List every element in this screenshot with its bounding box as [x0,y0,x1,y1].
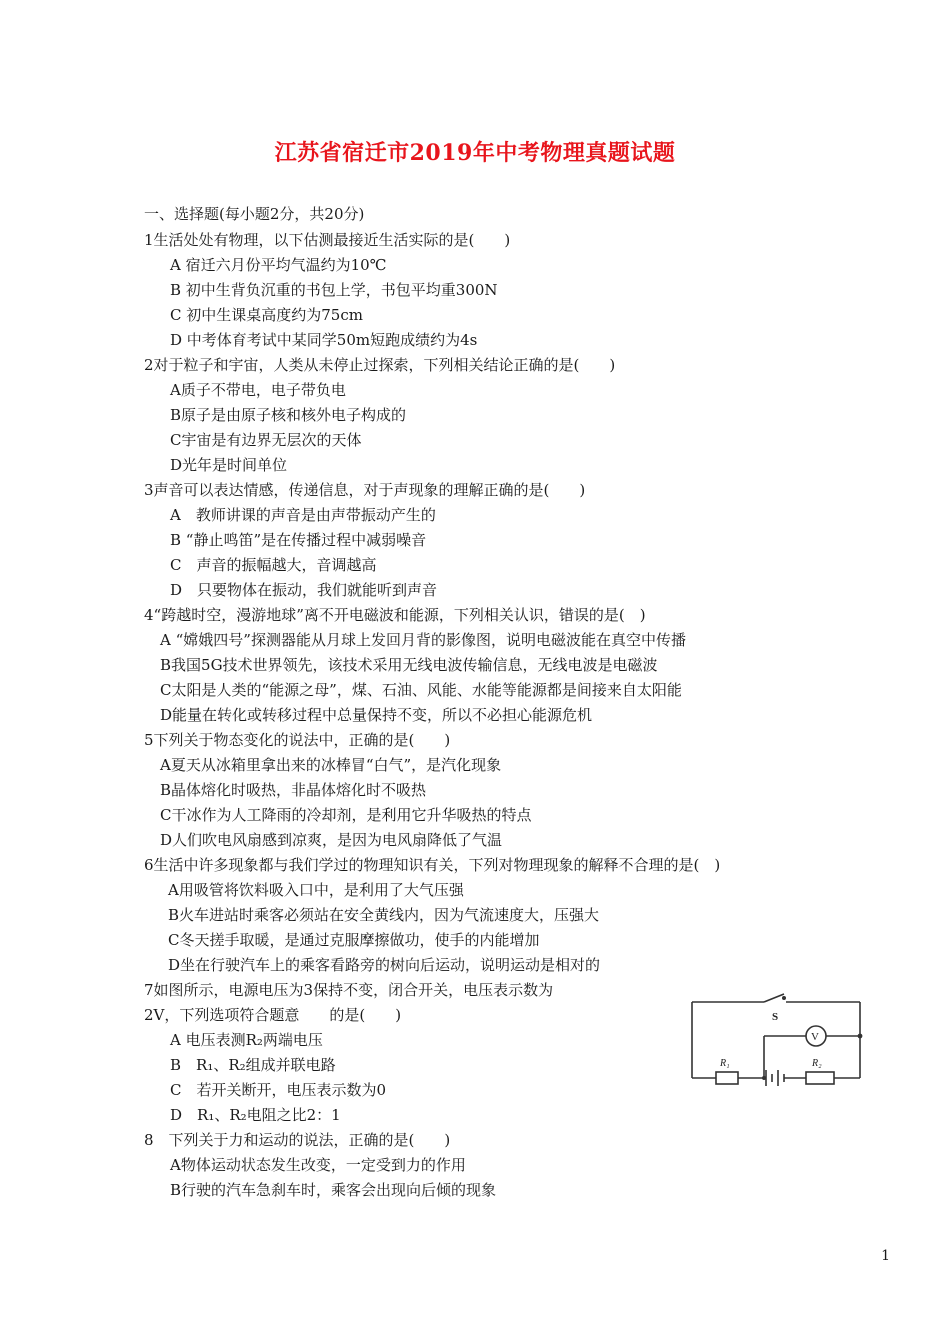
question-5 [144,728,824,853]
answer-option: D人们吹电风扇感到凉爽，是因为电风扇降低了气温 [160,831,503,849]
voltmeter-label: V [811,1031,819,1043]
question-stem: 5下列关于物态变化的说法中，正确的是( ) [144,731,451,749]
answer-option: C干冰作为人工降雨的冷却剂，是利用它升华吸热的特点 [160,806,532,824]
question-stem: 1生活处处有物理，以下估测最接近生活实际的是( ) [144,231,511,249]
answer-option: D光年是时间单位 [170,456,288,474]
question-stem: 7如图所示，电源电压为3保持不变，闭合开关，电压表示数为 [144,981,554,999]
answer-option: D 中考体育考试中某同学50m短跑成绩约为4s [170,331,478,349]
answer-option: A物体运动状态发生改变，一定受到力的作用 [170,1156,466,1174]
question-6 [144,853,824,978]
answer-option: C 若开关断开，电压表示数为0 [170,1081,387,1099]
answer-option: B行驶的汽车急刹车时，乘客会出现向后倾的现象 [170,1181,497,1199]
question-1 [144,228,824,353]
answer-option: A夏天从冰箱里拿出来的冰棒冒“白气”，是汽化现象 [160,756,502,774]
answer-option: C宇宙是有边界无层次的天体 [170,431,362,449]
answer-option: A 宿迁六月份平均气温约为10℃ [170,256,387,274]
circuit-diagram [688,986,884,1096]
answer-option: C 声音的振幅越大，音调越高 [170,556,377,574]
answer-option: B原子是由原子核和核外电子构成的 [170,406,407,424]
answer-option: B 初中生背负沉重的书包上学，书包平均重300N [170,281,498,299]
answer-option: B “静止鸣笛”是在传播过程中减弱噪音 [170,531,427,549]
question-stem: 3声音可以表达情感，传递信息，对于声现象的理解正确的是( ) [144,481,586,499]
answer-option: A 电压表测R₂两端电压 [170,1031,323,1049]
page-title: 江苏省宿迁市2019年中考物理真题试题 [274,140,676,166]
answer-option: C 初中生课桌高度约为75cm [170,306,363,324]
page-number: 1 [881,1248,890,1264]
question-stem: 4“跨越时空，漫游地球”离不开电磁波和能源，下列相关认识，错误的是( ) [144,606,646,624]
answer-option: D能量在转化或转移过程中总量保持不变，所以不必担心能源危机 [160,706,593,724]
question-8 [144,1128,824,1203]
answer-option: C冬天搓手取暖，是通过克服摩擦做功，使手的内能增加 [168,931,540,949]
question-2 [144,353,824,478]
answer-option: D 只要物体在振动，我们就能听到声音 [170,581,438,599]
question-stem: 6生活中许多现象都与我们学过的物理知识有关，下列对物理现象的解释不合理的是( ) [144,856,721,874]
answer-option: B火车进站时乘客必须站在安全黄线内，因为气流速度大，压强大 [168,906,600,924]
answer-option: B我国5G技术世界领先，该技术采用无线电波传输信息，无线电波是电磁波 [160,656,658,674]
answer-option: D R₁、R₂电阻之比2：1 [170,1106,341,1124]
r2-label: R₂ [812,1058,822,1069]
answer-option: D坐在行驶汽车上的乘客看路旁的树向后运动，说明运动是相对的 [168,956,601,974]
question-stem-continued: 2V，下列选项符合题意 的是( ) [144,1006,402,1024]
question-4 [144,603,824,728]
answer-option: A质子不带电，电子带负电 [170,381,346,399]
answer-option: C太阳是人类的“能源之母”，煤、石油、风能、水能等能源都是间接来自太阳能 [160,681,682,699]
switch-label: S [772,1011,779,1023]
question-3 [144,478,824,603]
answer-option: A用吸管将饮料吸入口中，是利用了大气压强 [168,881,464,899]
answer-option: A 教师讲课的声音是由声带振动产生的 [170,506,436,524]
section-heading: 一、选择题(每小题2分，共20分) [144,205,365,223]
answer-option: B晶体熔化时吸热，非晶体熔化时不吸热 [160,781,427,799]
question-stem: 8 下列关于力和运动的说法，正确的是( ) [144,1131,451,1149]
question-stem: 2对于粒子和宇宙，人类从未停止过探索，下列相关结论正确的是( ) [144,356,616,374]
answer-option: B R₁、R₂组成并联电路 [170,1056,336,1074]
r1-label: R₁ [720,1058,730,1069]
answer-option: A “嫦娥四号”探测器能从月球上发回月背的影像图，说明电磁波能在真空中传播 [160,631,686,649]
